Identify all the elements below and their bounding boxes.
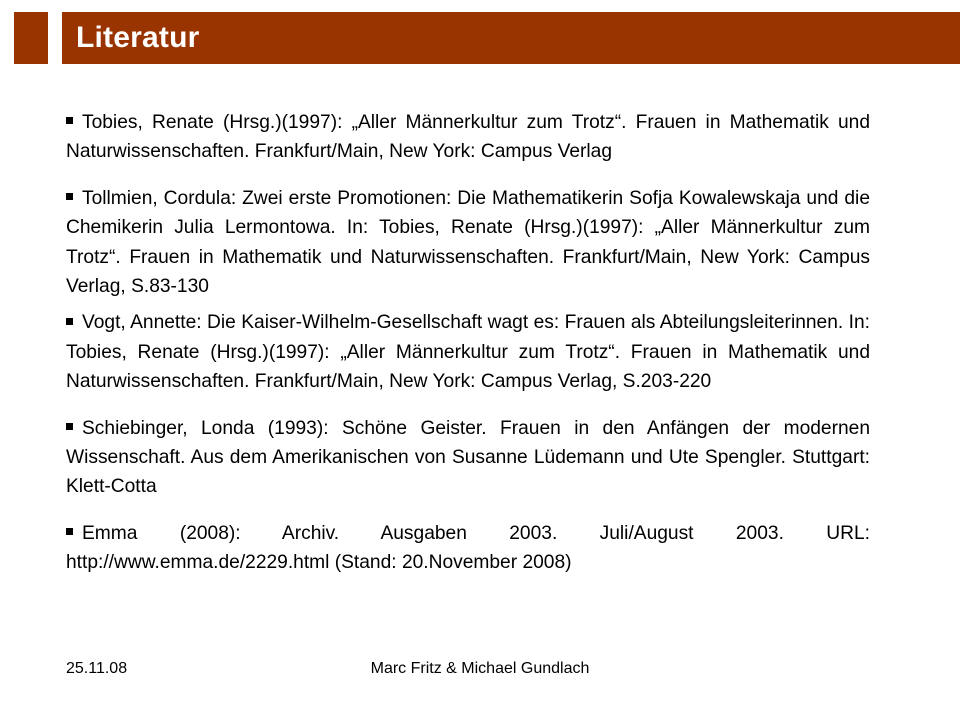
reference-item	[66, 308, 870, 396]
square-bullet-icon	[66, 193, 73, 200]
square-bullet-icon	[66, 318, 73, 325]
square-bullet-icon	[66, 528, 73, 535]
footer-date: 25.11.08	[66, 660, 128, 677]
reference-item	[66, 184, 870, 302]
slide-title: Literatur	[76, 21, 200, 54]
reference-item	[66, 519, 870, 578]
reference-text: Vogt, Annette: Die Kaiser-Wilhelm-Gesellschaft wagt es: Frauen als Abteilungsleiterinnen. In: Tobies, Renate (Hrsg.)(1997): „Aller Männerkultur zum Trotz“. Frauen in Mathematik und Naturwissenschaften. Frankfurt/Main, New York: Campus Verlag, S.203-220	[66, 312, 870, 393]
reference-item	[66, 414, 870, 502]
reference-list	[66, 108, 870, 578]
square-bullet-icon	[66, 423, 73, 430]
title-bar	[62, 12, 960, 64]
footer-authors: Marc Fritz & Michael Gundlach	[370, 660, 590, 677]
title-accent-block	[14, 12, 48, 64]
reference-text: Tobies, Renate (Hrsg.)(1997): „Aller Männerkultur zum Trotz“. Frauen in Mathematik und Naturwissenschaften. Frankfurt/Main, New York: Campus Verlag	[66, 112, 870, 163]
reference-text: Schiebinger, Londa (1993): Schöne Geister. Frauen in den Anfängen der modernen Wissenschaft. Aus dem Amerikanischen von Susanne Lüdemann und Ute Spengler. Stuttgart: Klett-Cotta	[66, 417, 870, 498]
reference-item	[66, 108, 870, 167]
reference-text: Tollmien, Cordula: Zwei erste Promotionen: Die Mathematikerin Sofja Kowalewskaja und die Chemikerin Julia Lermontowa. In: Tobies, Renate (Hrsg.)(1997): „Aller Männerkultur zum Trotz“. Frauen in Mathematik und Naturwissenschaften. Frankfurt/Main, New York: Campus Verlag, S.83-130	[66, 187, 870, 298]
square-bullet-icon	[66, 117, 73, 124]
reference-text: Emma (2008): Archiv. Ausgaben 2003. Juli/August 2003. URL: http://www.emma.de/2229.html (Stand: 20.November 2008)	[66, 522, 870, 574]
